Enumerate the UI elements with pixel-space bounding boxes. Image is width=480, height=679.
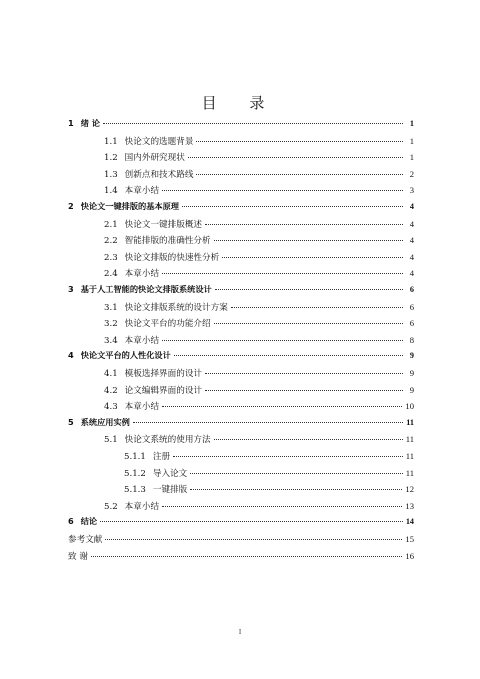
toc-leader-dots bbox=[105, 539, 402, 540]
toc-entry-page: 4 bbox=[409, 235, 414, 246]
toc-entry-number: 2.2 bbox=[104, 236, 118, 247]
toc-entry-number: 5.1.3 bbox=[124, 485, 146, 496]
toc-entry-number: 3.1 bbox=[104, 302, 118, 313]
toc-leader-dots bbox=[231, 307, 403, 308]
toc-entry-title: 参考文献 bbox=[68, 535, 103, 545]
toc-leader-dots bbox=[196, 174, 403, 175]
toc-entry-number: 1 bbox=[68, 118, 74, 128]
toc-entry[interactable] bbox=[104, 184, 414, 198]
toc-entry-page: 13 bbox=[405, 500, 414, 511]
toc-entry[interactable] bbox=[68, 284, 414, 298]
toc-leader-dots bbox=[162, 506, 402, 507]
toc-leader-dots bbox=[205, 390, 403, 391]
toc-entry-page: 4 bbox=[409, 251, 414, 262]
toc-entry-title: 本章小结 bbox=[124, 269, 160, 280]
toc-entry[interactable] bbox=[124, 467, 414, 481]
toc-leader-dots bbox=[215, 289, 403, 290]
toc-leader-dots bbox=[103, 123, 403, 124]
page-title: 目 录 bbox=[201, 94, 279, 112]
toc-entry[interactable] bbox=[104, 135, 414, 149]
toc-entry-page: 8 bbox=[409, 334, 414, 345]
toc-leader-dots bbox=[162, 340, 403, 341]
toc-leader-dots bbox=[214, 240, 403, 241]
toc-entry-title: 基于人工智能的快论文排版系统设计 bbox=[80, 284, 212, 294]
toc-entry-number: 5.2 bbox=[104, 501, 118, 512]
toc-leader-dots bbox=[182, 206, 403, 207]
toc-leader-dots bbox=[188, 157, 403, 158]
toc-entry-page: 1 bbox=[409, 119, 414, 128]
toc-entry-page: 1 bbox=[409, 135, 414, 146]
toc-entry[interactable] bbox=[104, 334, 414, 348]
toc-entry-page: 6 bbox=[409, 301, 414, 312]
toc-entry-page: 16 bbox=[405, 550, 414, 561]
toc-entry-title: 快论文排版系统的设计方案 bbox=[124, 302, 228, 313]
toc-entry-number: 4.3 bbox=[104, 402, 118, 413]
toc-entry-page: 9 bbox=[409, 384, 414, 395]
toc-entry-title: 注册 bbox=[152, 452, 171, 462]
toc-entry-page: 11 bbox=[405, 467, 414, 478]
toc-leader-dots bbox=[196, 141, 403, 142]
toc-entry-title: 本章小结 bbox=[124, 501, 160, 512]
toc-entry[interactable] bbox=[104, 367, 414, 381]
toc-leader-dots bbox=[162, 190, 403, 191]
toc-entry-number: 4.1 bbox=[104, 369, 118, 379]
toc-entry-number: 2.4 bbox=[104, 269, 118, 280]
toc-entry[interactable] bbox=[104, 251, 414, 265]
toc-entry-page: 14 bbox=[405, 517, 414, 527]
toc-entry[interactable] bbox=[124, 450, 414, 464]
toc-entry-page: 9 bbox=[409, 351, 414, 361]
toc-entry-page: 12 bbox=[405, 484, 414, 495]
toc-entry-number: 2.3 bbox=[104, 252, 118, 263]
toc-entry[interactable] bbox=[104, 500, 414, 514]
toc-entry-title: 系统应用实例 bbox=[80, 416, 130, 427]
toc-entry-page: 10 bbox=[405, 401, 414, 412]
toc-entry-title: 论文编辑界面的设计 bbox=[124, 385, 203, 396]
toc-leader-dots bbox=[205, 373, 403, 374]
toc-entry-page: 6 bbox=[409, 318, 414, 329]
toc-leader-dots bbox=[205, 224, 403, 225]
toc-leader-dots bbox=[190, 489, 402, 490]
toc-entry-number: 5.1 bbox=[104, 435, 118, 446]
toc-entry-page: 3 bbox=[409, 185, 414, 196]
toc-entry-title: 快论文平台的功能介绍 bbox=[124, 319, 211, 330]
toc-entry-title: 快论文的选题背景 bbox=[124, 136, 194, 147]
toc-entry[interactable] bbox=[104, 218, 414, 232]
toc-entry-page: 4 bbox=[409, 202, 414, 211]
toc-entry-title: 快论文一键排版概述 bbox=[124, 219, 203, 230]
toc-entry[interactable] bbox=[68, 417, 414, 431]
toc-entry[interactable] bbox=[68, 201, 414, 215]
toc-entry-number: 1.4 bbox=[104, 186, 118, 197]
toc-leader-dots bbox=[100, 521, 403, 522]
toc-entry-page: 1 bbox=[409, 152, 414, 163]
toc-entry-page: 11 bbox=[406, 417, 414, 427]
toc-entry-number: 3.4 bbox=[104, 335, 118, 346]
toc-entry-title: 本章小结 bbox=[124, 186, 160, 197]
toc-entry-number: 5 bbox=[68, 416, 74, 427]
toc-entry[interactable] bbox=[124, 483, 414, 497]
toc-entry-page: 4 bbox=[409, 218, 414, 229]
toc-entry[interactable] bbox=[104, 168, 414, 182]
toc-entry-page: 2 bbox=[409, 168, 414, 179]
toc-entry[interactable] bbox=[104, 400, 414, 414]
toc-leader-dots bbox=[222, 257, 403, 258]
toc-entry[interactable] bbox=[68, 118, 414, 132]
toc-entry-title: 快论文系统的使用方法 bbox=[124, 435, 211, 446]
toc-entry[interactable] bbox=[68, 533, 414, 547]
toc-entry-page: 11 bbox=[405, 434, 414, 445]
toc-entry-page: 11 bbox=[405, 451, 414, 461]
toc-entry-number: 4.2 bbox=[104, 385, 118, 396]
toc-entry-page: 4 bbox=[409, 268, 414, 279]
toc-entry-number: 2.1 bbox=[104, 219, 118, 230]
toc-entry[interactable] bbox=[104, 433, 414, 447]
toc-entry[interactable] bbox=[68, 516, 414, 530]
toc-entry-number: 6 bbox=[68, 516, 74, 527]
toc-entry-title: 智能排版的准确性分析 bbox=[124, 236, 211, 247]
toc-entry-title: 快论文平台的人性化设计 bbox=[80, 350, 171, 361]
toc-leader-dots bbox=[133, 422, 403, 423]
toc-entry-title: 快论文一键排版的基本原理 bbox=[80, 201, 179, 211]
toc-leader-dots bbox=[214, 439, 403, 440]
toc-entry-title: 国内外研究现状 bbox=[124, 153, 185, 164]
toc-leader-dots bbox=[214, 323, 403, 324]
toc-entry[interactable] bbox=[104, 151, 414, 165]
toc-leader-dots bbox=[91, 556, 402, 557]
toc-entry[interactable] bbox=[104, 267, 414, 281]
toc-entry-number: 1.2 bbox=[104, 153, 118, 164]
toc-entry-title: 模板选择界面的设计 bbox=[124, 369, 203, 379]
toc-leader-dots bbox=[190, 473, 402, 474]
toc-entry-title: 快论文排版的快速性分析 bbox=[124, 252, 220, 263]
toc-entry[interactable] bbox=[104, 301, 414, 315]
toc-entry-number: 1.1 bbox=[104, 136, 118, 147]
toc-entry[interactable] bbox=[68, 550, 414, 564]
toc-entry-title: 致 谢 bbox=[68, 551, 88, 562]
toc-entry-number: 5.1.1 bbox=[124, 452, 146, 462]
toc-leader-dots bbox=[173, 456, 403, 457]
toc-entry-title: 本章小结 bbox=[124, 335, 160, 346]
toc-entry-number: 3 bbox=[68, 284, 74, 294]
toc-entry-number: 1.3 bbox=[104, 169, 118, 180]
toc-entry[interactable] bbox=[104, 234, 414, 248]
toc-entry-page: 6 bbox=[409, 285, 414, 294]
toc-entry[interactable] bbox=[104, 317, 414, 331]
toc-entry-title: 结论 bbox=[80, 516, 98, 527]
toc-leader-dots bbox=[162, 273, 403, 274]
toc-entry-number: 4 bbox=[68, 350, 74, 361]
toc-entry-title: 导入论文 bbox=[152, 468, 188, 479]
toc-entry-number: 5.1.2 bbox=[124, 468, 146, 479]
toc-entry[interactable] bbox=[104, 384, 414, 398]
toc-entry-title: 本章小结 bbox=[124, 402, 160, 413]
toc-leader-dots bbox=[174, 355, 403, 356]
toc-entry-number: 2 bbox=[68, 201, 74, 211]
toc-entry-number: 3.2 bbox=[104, 319, 118, 330]
footer-page-number: I bbox=[238, 628, 242, 636]
toc-entry-title: 绪 论 bbox=[80, 118, 100, 128]
toc-entry[interactable] bbox=[68, 350, 414, 364]
toc-entry-title: 创新点和技术路线 bbox=[124, 169, 194, 180]
toc-entry-title: 一键排版 bbox=[152, 485, 188, 496]
toc-leader-dots bbox=[162, 406, 402, 407]
toc-entry-page: 9 bbox=[409, 368, 414, 378]
toc-entry-page: 15 bbox=[405, 534, 414, 544]
